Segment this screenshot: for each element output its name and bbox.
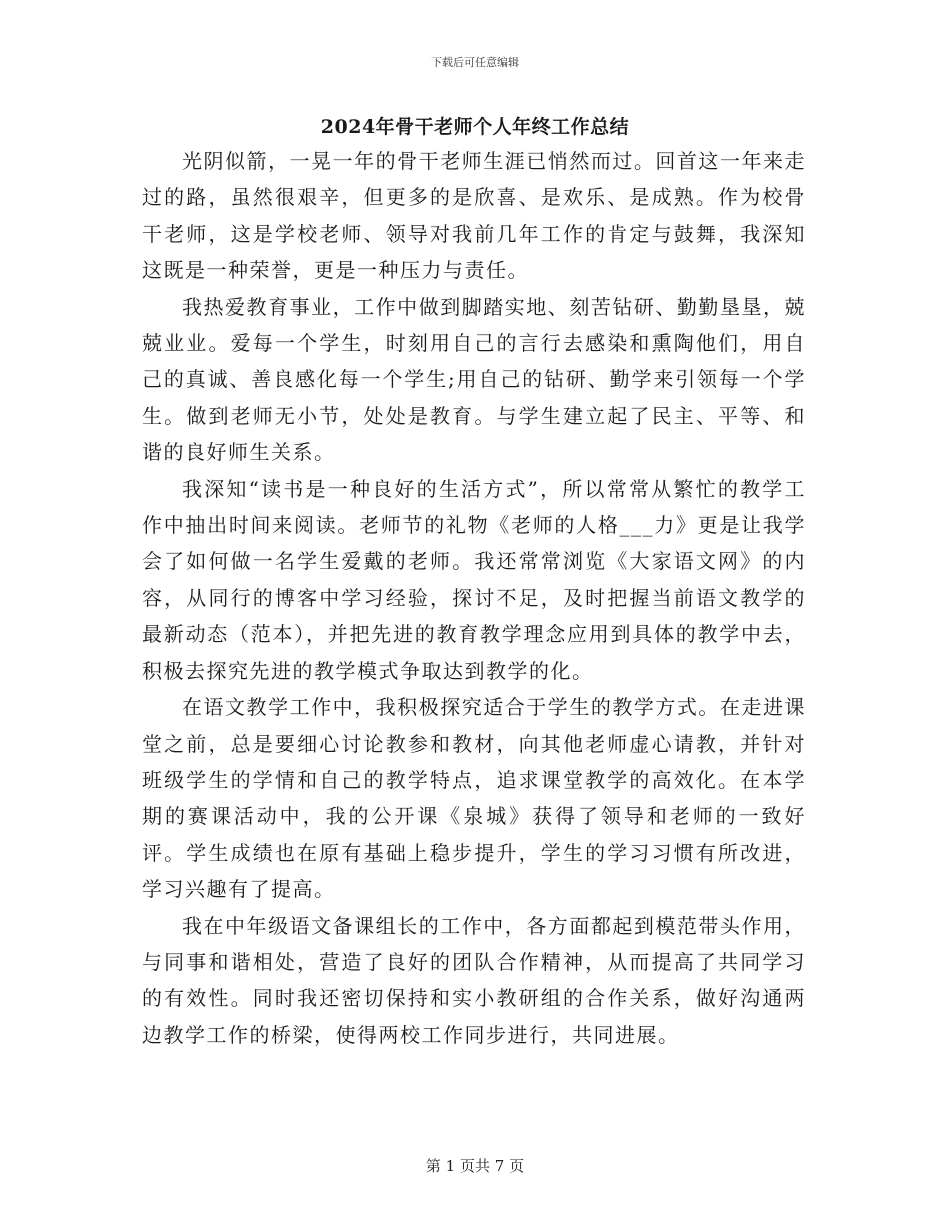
page-footer: 第 1 页共 7 页	[425, 1157, 525, 1175]
paragraph-1: 光阴似箭，一晃一年的骨干老师生涯已悄然而过。回首这一年来走过的路，虽然很艰辛，但更多的是欣喜、是欢乐、是成熟。作为校骨干老师，这是学校老师、领导对我前几年工作的肯定与鼓舞，我深知这既是一种荣誉，更是一种压力与责任。	[142, 149, 806, 283]
paragraph-4: 在语文教学工作中，我积极探究适合于学生的教学方式。在走进课堂之前，总是要细心讨论教参和教材，向其他老师虚心请教，并针对班级学生的学情和自己的教学特点，追求课堂教学的高效化。在本学期的赛课活动中，我的公开课《泉城》获得了领导和老师的一致好评。学生成绩也在原有基础上稳步提升，学生的学习习惯有所改进，学习兴趣有了提高。	[142, 695, 806, 902]
document-body	[142, 143, 806, 1053]
paragraph-5: 我在中年级语文备课组长的工作中，各方面都起到模范带头作用，与同事和谐相处，营造了良好的团队合作精神，从而提高了共同学习的有效性。同时我还密切保持和实小教研组的合作关系，做好沟通两边教学工作的桥梁，使得两校工作同步进行，共同进展。	[142, 913, 806, 1047]
header-note: 下载后可任意编辑	[431, 56, 519, 69]
paragraph-2: 我热爱教育事业，工作中做到脚踏实地、刻苦钻研、勤勤垦垦，兢兢业业。爱每一个学生，时刻用自己的言行去感染和熏陶他们，用自己的真诚、善良感化每一个学生;用自己的钻研、勤学来引领每一个学生。做到老师无小节，处处是教育。与学生建立起了民主、平等、和谐的良好师生关系。	[142, 294, 806, 465]
paragraph-3: 我深知“读书是一种良好的生活方式”，所以常常从繁忙的教学工作中抽出时间来阅读。老师节的礼物《老师的人格___力》更是让我学会了如何做一名学生爱戴的老师。我还常常浏览《大家语文网》的内容，从同行的博客中学习经验，探讨不足，及时把握当前语文教学的最新动态（范本），并把先进的教育教学理念应用到具体的教学中去，积极去探究先进的教学模式争取达到教学的化。	[142, 476, 806, 683]
document-title: 2024年骨干老师个人年终工作总结	[320, 116, 630, 138]
